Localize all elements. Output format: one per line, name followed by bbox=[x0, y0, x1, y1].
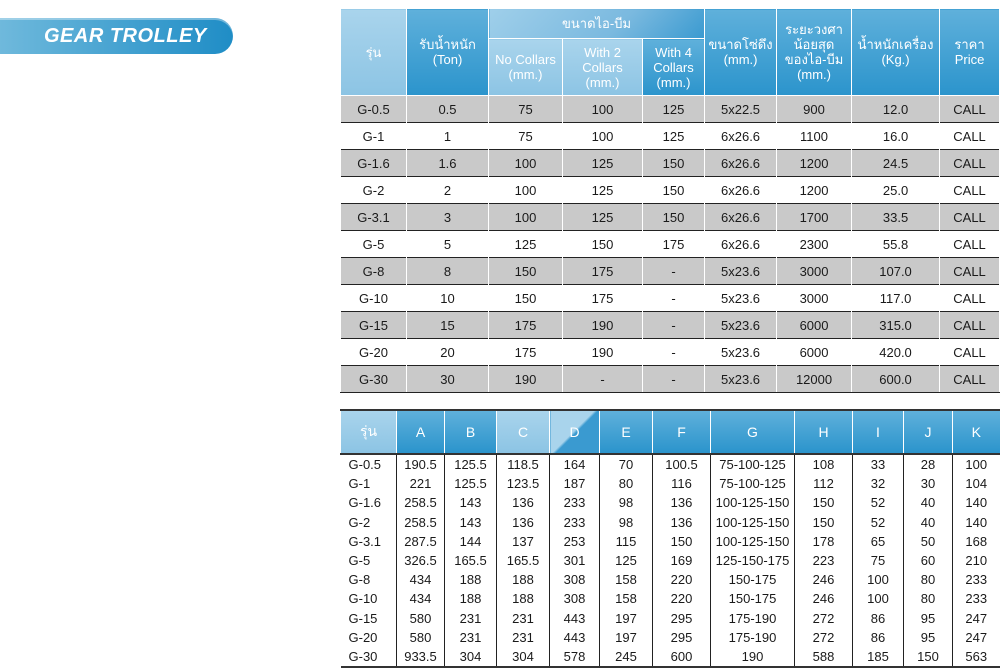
dim-cell: 287.5 bbox=[397, 532, 445, 551]
spec-row bbox=[341, 366, 1000, 393]
dim-cell: 140 bbox=[965, 495, 988, 511]
dim-cell: 165.5 bbox=[445, 551, 497, 570]
header-beam-group: ขนาดไอ-บีม bbox=[489, 9, 705, 39]
dim-header-i: I bbox=[853, 410, 904, 454]
dim-cell: 125 bbox=[600, 551, 653, 570]
spec-cell: 0.5 bbox=[407, 96, 489, 123]
dim-cell: 301 bbox=[550, 551, 600, 570]
dim-cell: 80 bbox=[600, 474, 653, 493]
spec-cell: 6000 bbox=[777, 339, 852, 366]
dim-cell: 563 bbox=[953, 647, 1000, 667]
spec-cell: 1 bbox=[407, 123, 489, 150]
dim-cell: 140 bbox=[965, 514, 988, 530]
dim-row bbox=[341, 647, 1000, 667]
spec-row bbox=[341, 258, 1000, 285]
dim-cell: 40 bbox=[904, 493, 953, 512]
dim-cell: 190.5 bbox=[397, 454, 445, 474]
spec-cell: CALL bbox=[940, 312, 1000, 339]
dim-row bbox=[341, 609, 1000, 628]
dim-cell: 28 bbox=[904, 454, 953, 474]
dim-cell: 150 bbox=[795, 493, 853, 512]
spec-cell: - bbox=[643, 339, 705, 366]
spec-cell: - bbox=[563, 366, 643, 393]
spec-cell: 30 bbox=[407, 366, 489, 393]
dim-cell: 233 bbox=[550, 493, 600, 512]
dim-cell: 168 bbox=[965, 533, 988, 549]
spec-row bbox=[341, 285, 1000, 312]
dim-cell-model: G-2 bbox=[341, 513, 397, 532]
dim-cell: 125.5 bbox=[445, 474, 497, 493]
spec-cell: - bbox=[643, 285, 705, 312]
dim-row bbox=[341, 454, 1000, 474]
dim-cell: 75 bbox=[853, 551, 904, 570]
dim-row bbox=[341, 570, 1000, 589]
dim-row bbox=[341, 628, 1000, 647]
dim-row bbox=[341, 474, 1000, 493]
dim-row bbox=[341, 532, 1000, 551]
spec-cell: 10 bbox=[407, 285, 489, 312]
spec-table bbox=[340, 8, 1000, 393]
dim-cell-model: G-0.5 bbox=[341, 454, 397, 474]
dim-cell: 295 bbox=[653, 628, 711, 647]
dim-cell: 100 bbox=[853, 570, 904, 589]
dim-cell: 52 bbox=[853, 493, 904, 512]
spec-cell-model: G-2 bbox=[341, 177, 407, 204]
dim-cell: 304 bbox=[445, 647, 497, 667]
dim-header-b: B bbox=[445, 410, 497, 454]
dim-cell: 221 bbox=[397, 474, 445, 493]
spec-cell: 107.0 bbox=[852, 258, 940, 285]
dim-cell: 100-125-150 bbox=[711, 513, 795, 532]
spec-cell: 5x23.6 bbox=[705, 312, 777, 339]
spec-cell-model: G-1.6 bbox=[341, 150, 407, 177]
spec-cell: 190 bbox=[563, 312, 643, 339]
spec-cell: 175 bbox=[563, 258, 643, 285]
dim-cell: 164 bbox=[550, 454, 600, 474]
dim-cell: 188 bbox=[497, 589, 550, 608]
spec-cell: CALL bbox=[940, 366, 1000, 393]
spec-cell: 1200 bbox=[777, 150, 852, 177]
dim-cell: 197 bbox=[600, 609, 653, 628]
dim-cell: 434 bbox=[397, 570, 445, 589]
dim-row bbox=[341, 493, 1000, 512]
dim-cell: 220 bbox=[653, 570, 711, 589]
dim-cell-model: G-10 bbox=[341, 589, 397, 608]
dim-cell: 75-100-125 bbox=[711, 474, 795, 493]
spec-cell: - bbox=[643, 258, 705, 285]
spec-cell: CALL bbox=[940, 204, 1000, 231]
dim-cell: 578 bbox=[550, 647, 600, 667]
spec-cell: 16.0 bbox=[852, 123, 940, 150]
title-banner bbox=[0, 18, 233, 54]
dim-cell: 258.5 bbox=[397, 513, 445, 532]
spec-cell: 150 bbox=[489, 285, 563, 312]
spec-cell: 1700 bbox=[777, 204, 852, 231]
spec-cell: - bbox=[643, 366, 705, 393]
dim-cell: 580 bbox=[397, 628, 445, 647]
dim-cell: 233 bbox=[550, 513, 600, 532]
dim-cell: 158 bbox=[600, 589, 653, 608]
spec-cell: 150 bbox=[643, 177, 705, 204]
dim-cell-model: G-15 bbox=[341, 609, 397, 628]
dim-cell: 50 bbox=[904, 532, 953, 551]
dim-cell: 247 bbox=[965, 610, 988, 626]
spec-cell: 3000 bbox=[777, 258, 852, 285]
spec-cell: 125 bbox=[563, 204, 643, 231]
spec-row bbox=[341, 231, 1000, 258]
dim-cell: 231 bbox=[497, 628, 550, 647]
spec-cell: 6x26.6 bbox=[705, 123, 777, 150]
dim-cell: 304 bbox=[497, 647, 550, 667]
dim-cell: 104 bbox=[965, 476, 988, 492]
spec-cell: 100 bbox=[563, 123, 643, 150]
header-no-collars: No Collars (mm.) bbox=[489, 39, 563, 96]
dim-cell: 33 bbox=[853, 454, 904, 474]
dim-cell: 143 bbox=[445, 493, 497, 512]
spec-cell-model: G-30 bbox=[341, 366, 407, 393]
dim-cell: 98 bbox=[600, 513, 653, 532]
spec-cell: 15 bbox=[407, 312, 489, 339]
header-price: ราคา Price bbox=[940, 9, 1000, 96]
dim-cell: 100-125-150 bbox=[711, 493, 795, 512]
spec-cell: 175 bbox=[563, 285, 643, 312]
spec-cell: 125 bbox=[643, 123, 705, 150]
spec-cell: 6x26.6 bbox=[705, 150, 777, 177]
dim-cell: 136 bbox=[497, 493, 550, 512]
dim-cell-model: G-1 bbox=[341, 474, 397, 493]
dim-header-j: J bbox=[904, 410, 953, 454]
spec-cell: 6x26.6 bbox=[705, 231, 777, 258]
spec-cell: 420.0 bbox=[852, 339, 940, 366]
dim-cell: 115 bbox=[600, 532, 653, 551]
dim-cell: 443 bbox=[550, 609, 600, 628]
dim-cell: 231 bbox=[497, 609, 550, 628]
dim-cell: 600 bbox=[653, 647, 711, 667]
dim-cell: 30 bbox=[904, 474, 953, 493]
spec-cell: 8 bbox=[407, 258, 489, 285]
dim-cell: 933.5 bbox=[397, 647, 445, 667]
dim-cell: 223 bbox=[795, 551, 853, 570]
spec-cell: 33.5 bbox=[852, 204, 940, 231]
spec-cell: 2300 bbox=[777, 231, 852, 258]
spec-cell: 5x23.6 bbox=[705, 258, 777, 285]
dim-cell: 118.5 bbox=[497, 454, 550, 474]
dim-cell: 175-190 bbox=[711, 609, 795, 628]
dim-cell: 231 bbox=[445, 628, 497, 647]
spec-cell: 55.8 bbox=[852, 231, 940, 258]
spec-cell: 100 bbox=[563, 96, 643, 123]
spec-cell: 100 bbox=[489, 150, 563, 177]
spec-cell: CALL bbox=[940, 258, 1000, 285]
spec-cell: 3000 bbox=[777, 285, 852, 312]
dim-cell: 188 bbox=[445, 570, 497, 589]
spec-cell-model: G-1 bbox=[341, 123, 407, 150]
spec-cell: 6x26.6 bbox=[705, 204, 777, 231]
dimension-table-body bbox=[341, 454, 1000, 667]
spec-cell: 5x22.5 bbox=[705, 96, 777, 123]
dim-cell: 588 bbox=[795, 647, 853, 667]
header-capacity: รับน้ำหนัก (Ton) bbox=[407, 9, 489, 96]
dim-cell: 32 bbox=[853, 474, 904, 493]
dim-cell: 188 bbox=[445, 589, 497, 608]
dim-cell: 125.5 bbox=[445, 454, 497, 474]
spec-cell: 900 bbox=[777, 96, 852, 123]
dim-cell: 100 bbox=[965, 457, 988, 473]
dim-cell: 80 bbox=[904, 570, 953, 589]
dim-cell: 75-100-125 bbox=[711, 454, 795, 474]
dim-header-f: F bbox=[653, 410, 711, 454]
spec-cell: 150 bbox=[643, 150, 705, 177]
dim-cell: 116 bbox=[653, 474, 711, 493]
dim-cell: 80 bbox=[904, 589, 953, 608]
spec-cell: 125 bbox=[563, 150, 643, 177]
spec-cell: 24.5 bbox=[852, 150, 940, 177]
dim-cell: 100 bbox=[853, 589, 904, 608]
spec-cell: 190 bbox=[563, 339, 643, 366]
spec-cell-model: G-8 bbox=[341, 258, 407, 285]
dim-header-model: รุ่น bbox=[341, 410, 397, 454]
dimension-table bbox=[340, 409, 1000, 668]
dim-cell: 272 bbox=[795, 628, 853, 647]
dim-cell: 125-150-175 bbox=[711, 551, 795, 570]
dim-cell: 210 bbox=[965, 553, 988, 569]
dim-cell: 246 bbox=[795, 589, 853, 608]
page-title: GEAR TROLLEY bbox=[44, 25, 207, 47]
dim-header-k: K bbox=[953, 410, 1000, 454]
spec-row bbox=[341, 204, 1000, 231]
dim-row bbox=[341, 589, 1000, 608]
dim-cell: 95 bbox=[904, 628, 953, 647]
dim-cell: 137 bbox=[497, 532, 550, 551]
spec-cell: 125 bbox=[489, 231, 563, 258]
dim-cell: 169 bbox=[653, 551, 711, 570]
spec-cell: 190 bbox=[489, 366, 563, 393]
dim-cell: 150-175 bbox=[711, 570, 795, 589]
header-min-radius: ระยะวงศา น้อยสุด ของไอ-บีม (mm.) bbox=[777, 9, 852, 96]
spec-cell: 1.6 bbox=[407, 150, 489, 177]
dim-cell: 144 bbox=[445, 532, 497, 551]
spec-cell: 25.0 bbox=[852, 177, 940, 204]
spec-row bbox=[341, 339, 1000, 366]
spec-cell: CALL bbox=[940, 96, 1000, 123]
spec-cell: CALL bbox=[940, 339, 1000, 366]
dim-cell: 190 bbox=[711, 647, 795, 667]
spec-cell: 3 bbox=[407, 204, 489, 231]
spec-cell: CALL bbox=[940, 150, 1000, 177]
dim-header-e: E bbox=[600, 410, 653, 454]
dim-cell: 136 bbox=[653, 513, 711, 532]
header-with-4-collars: With 4 Collars (mm.) bbox=[643, 39, 705, 96]
dim-row bbox=[341, 551, 1000, 570]
header-chain: ขนาดโซ่ดึง (mm.) bbox=[705, 9, 777, 96]
spec-cell: 12000 bbox=[777, 366, 852, 393]
spec-cell: 150 bbox=[643, 204, 705, 231]
dim-cell: 70 bbox=[600, 454, 653, 474]
spec-cell: 150 bbox=[489, 258, 563, 285]
spec-cell: 150 bbox=[563, 231, 643, 258]
dim-cell: 40 bbox=[904, 513, 953, 532]
dim-cell: 246 bbox=[795, 570, 853, 589]
dim-cell: 220 bbox=[653, 589, 711, 608]
dim-cell: 233 bbox=[965, 591, 988, 607]
spec-cell: - bbox=[643, 312, 705, 339]
dim-cell-model: G-8 bbox=[341, 570, 397, 589]
dim-cell: 150 bbox=[904, 647, 953, 667]
dim-cell: 233 bbox=[965, 572, 988, 588]
dim-cell-model: G-1.6 bbox=[341, 493, 397, 512]
spec-cell: 100 bbox=[489, 204, 563, 231]
header-weight: น้ำหนักเครื่อง (Kg.) bbox=[852, 9, 940, 96]
dim-cell: 443 bbox=[550, 628, 600, 647]
spec-cell-model: G-10 bbox=[341, 285, 407, 312]
dim-cell: 188 bbox=[497, 570, 550, 589]
dim-cell: 150-175 bbox=[711, 589, 795, 608]
dim-cell: 86 bbox=[853, 609, 904, 628]
spec-cell: 2 bbox=[407, 177, 489, 204]
dim-cell: 197 bbox=[600, 628, 653, 647]
dim-cell-model: G-30 bbox=[341, 647, 397, 667]
spec-cell-model: G-15 bbox=[341, 312, 407, 339]
dim-cell: 143 bbox=[445, 513, 497, 532]
dim-cell: 65 bbox=[853, 532, 904, 551]
dim-cell: 580 bbox=[397, 609, 445, 628]
dim-cell: 295 bbox=[653, 609, 711, 628]
dim-cell: 165.5 bbox=[497, 551, 550, 570]
spec-row bbox=[341, 312, 1000, 339]
dim-cell: 98 bbox=[600, 493, 653, 512]
spec-cell: 5x23.6 bbox=[705, 285, 777, 312]
dim-cell: 100-125-150 bbox=[711, 532, 795, 551]
dim-cell: 308 bbox=[550, 570, 600, 589]
dim-cell: 95 bbox=[904, 609, 953, 628]
dim-cell: 272 bbox=[795, 609, 853, 628]
dim-cell: 150 bbox=[653, 532, 711, 551]
dim-cell: 185 bbox=[853, 647, 904, 667]
dim-header-g: G bbox=[711, 410, 795, 454]
dim-cell: 245 bbox=[600, 647, 653, 667]
dim-cell: 187 bbox=[550, 474, 600, 493]
dim-row bbox=[341, 513, 1000, 532]
spec-cell: 117.0 bbox=[852, 285, 940, 312]
dim-header-d: D bbox=[550, 410, 600, 454]
dim-cell: 100.5 bbox=[653, 454, 711, 474]
spec-cell: 12.0 bbox=[852, 96, 940, 123]
dim-cell: 150 bbox=[795, 513, 853, 532]
spec-cell: 125 bbox=[643, 96, 705, 123]
spec-table-body bbox=[341, 96, 1000, 393]
spec-cell: 125 bbox=[563, 177, 643, 204]
spec-cell: CALL bbox=[940, 231, 1000, 258]
spec-cell: CALL bbox=[940, 123, 1000, 150]
spec-cell: 100 bbox=[489, 177, 563, 204]
spec-row bbox=[341, 96, 1000, 123]
dim-cell: 136 bbox=[653, 493, 711, 512]
dim-cell: 434 bbox=[397, 589, 445, 608]
spec-cell: 75 bbox=[489, 123, 563, 150]
spec-cell: 6x26.6 bbox=[705, 177, 777, 204]
spec-row bbox=[341, 177, 1000, 204]
dim-cell-model: G-3.1 bbox=[341, 532, 397, 551]
dim-header-c: C bbox=[497, 410, 550, 454]
spec-cell: 1100 bbox=[777, 123, 852, 150]
spec-cell: CALL bbox=[940, 177, 1000, 204]
dim-cell: 112 bbox=[795, 474, 853, 493]
spec-cell: 175 bbox=[489, 339, 563, 366]
dim-cell: 178 bbox=[795, 532, 853, 551]
dim-cell: 60 bbox=[904, 551, 953, 570]
spec-cell-model: G-20 bbox=[341, 339, 407, 366]
spec-cell: 600.0 bbox=[852, 366, 940, 393]
dim-cell: 136 bbox=[497, 513, 550, 532]
dim-cell: 108 bbox=[795, 454, 853, 474]
spec-cell: 6000 bbox=[777, 312, 852, 339]
dim-cell: 253 bbox=[550, 532, 600, 551]
dim-header-a: A bbox=[397, 410, 445, 454]
dim-cell: 158 bbox=[600, 570, 653, 589]
dim-cell: 258.5 bbox=[397, 493, 445, 512]
spec-cell: 20 bbox=[407, 339, 489, 366]
spec-cell: 75 bbox=[489, 96, 563, 123]
spec-cell-model: G-5 bbox=[341, 231, 407, 258]
dim-cell: 123.5 bbox=[497, 474, 550, 493]
header-model: รุ่น bbox=[341, 9, 407, 96]
spec-cell: 5x23.6 bbox=[705, 339, 777, 366]
dim-cell: 231 bbox=[445, 609, 497, 628]
header-with-2-collars: With 2 Collars (mm.) bbox=[563, 39, 643, 96]
dim-cell-model: G-5 bbox=[341, 551, 397, 570]
spec-cell-model: G-3.1 bbox=[341, 204, 407, 231]
dim-cell: 326.5 bbox=[397, 551, 445, 570]
dim-cell-model: G-20 bbox=[341, 628, 397, 647]
dim-cell: 308 bbox=[550, 589, 600, 608]
spec-cell: 175 bbox=[643, 231, 705, 258]
spec-cell: 5 bbox=[407, 231, 489, 258]
spec-cell: 1200 bbox=[777, 177, 852, 204]
dim-cell: 175-190 bbox=[711, 628, 795, 647]
dim-header-h: H bbox=[795, 410, 853, 454]
spec-cell: 175 bbox=[489, 312, 563, 339]
dim-cell: 52 bbox=[853, 513, 904, 532]
dim-cell: 86 bbox=[853, 628, 904, 647]
spec-cell: 315.0 bbox=[852, 312, 940, 339]
spec-cell-model: G-0.5 bbox=[341, 96, 407, 123]
dim-cell: 247 bbox=[965, 629, 988, 645]
spec-row bbox=[341, 150, 1000, 177]
spec-cell: CALL bbox=[940, 285, 1000, 312]
spec-cell: 5x23.6 bbox=[705, 366, 777, 393]
spec-row bbox=[341, 123, 1000, 150]
